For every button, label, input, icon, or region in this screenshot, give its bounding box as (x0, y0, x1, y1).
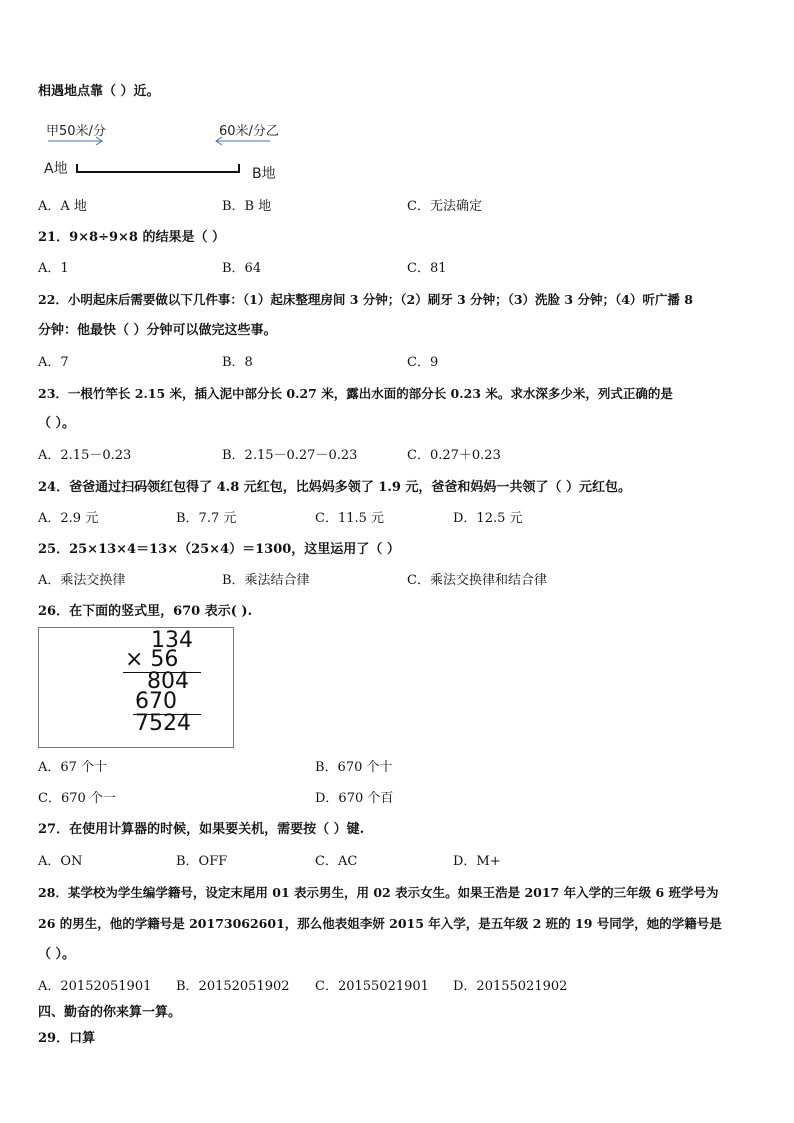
q27-option-a[interactable]: A．ON (38, 854, 83, 869)
q28-text-line2: 26 的男生，他的学籍号是 20173062601，那么他表姐李妍 2015 年入学，是五年级 2 班的 19 号同学，她的学籍号是 (38, 916, 722, 931)
place-a-label: A地 (44, 161, 68, 177)
q24-option-d[interactable]: D．12.5 元 (453, 511, 523, 526)
left-arrow-icon (212, 136, 272, 146)
q21-option-b[interactable]: B．64 (222, 261, 262, 276)
q27-option-d[interactable]: D．M+ (453, 854, 501, 869)
q20-option-a[interactable]: A．A 地 (38, 199, 87, 214)
q27-option-c[interactable]: C．AC (315, 854, 358, 869)
q21-option-a[interactable]: A．1 (38, 261, 69, 276)
q23-option-c[interactable]: C．0.27＋0.23 (407, 448, 501, 463)
q20-option-c[interactable]: C．无法确定 (407, 199, 482, 214)
q28-option-b[interactable]: B．20152051902 (176, 979, 290, 994)
q25-text: 25．25×13×4＝13×（25×4）＝1300，这里运用了（ ） (38, 542, 400, 557)
q24-option-b[interactable]: B．7.7 元 (176, 511, 237, 526)
vertical-multiplication-figure (38, 627, 234, 748)
calc-partial-product-2: 670 (135, 689, 177, 714)
q29-text: 29．口算 (38, 1031, 96, 1046)
q24-option-a[interactable]: A．2.9 元 (38, 511, 99, 526)
q28-option-d[interactable]: D．20155021902 (453, 979, 568, 994)
calc-multiplier: × 56 (125, 647, 179, 672)
distance-segment (76, 160, 244, 176)
q25-option-c[interactable]: C．乘法交换律和结合律 (407, 573, 547, 588)
place-b-label: B地 (252, 166, 276, 182)
q23-text-line2: （ ）。 (38, 416, 76, 431)
q22-text-line2: 分钟：他最快（ ）分钟可以做完这些事。 (38, 323, 277, 338)
section-heading: 四、勤奋的你来算一算。 (38, 1005, 182, 1020)
q27-text: 27．在使用计算器的时候，如果要关机，需要按（ ）键. (38, 822, 365, 837)
q26-option-a[interactable]: A．67 个十 (38, 760, 108, 775)
q23-text-line1: 23．一根竹竿长 2.15 米，插入泥中部分长 0.27 米，露出水面的部分长 0.23 米。求水深多少米，列式正确的是 (38, 386, 673, 401)
q26-option-d[interactable]: D．670 个百 (315, 791, 394, 806)
q23-option-a[interactable]: A．2.15－0.23 (38, 448, 132, 463)
yi-speed-label: 60米/分乙 (219, 124, 279, 139)
q22-text-line1: 22．小明起床后需要做以下几件事：（1）起床整理房间 3 分钟；（2）刷牙 3 分钟；（3）洗脸 3 分钟；（4）听广播 8 (38, 292, 693, 307)
calc-partial-product-1: 804 (147, 669, 189, 694)
q28-text-line3: （ ）。 (38, 947, 76, 962)
q21-option-c[interactable]: C．81 (407, 261, 447, 276)
q21-text: 21．9×8÷9×8 的结果是（ ） (38, 230, 226, 245)
jia-speed-label: 甲50米/分 (46, 124, 106, 139)
q27-option-b[interactable]: B．OFF (176, 854, 228, 869)
q23-option-b[interactable]: B．2.15－0.27－0.23 (222, 448, 358, 463)
q26-option-c[interactable]: C．670 个一 (38, 791, 116, 806)
q26-option-b[interactable]: B．670 个十 (315, 760, 393, 775)
q24-text: 24．爸爸通过扫码领红包得了 4.8 元红包，比妈妈多领了 1.9 元，爸爸和妈妈一共领了（ ）元红包。 (38, 480, 631, 495)
q20-text: 相遇地点靠（ ）近。 (38, 84, 160, 99)
q26-text: 26．在下面的竖式里，670 表示( ). (38, 604, 253, 619)
q25-option-b[interactable]: B．乘法结合律 (222, 573, 310, 588)
q22-option-a[interactable]: A．7 (38, 355, 69, 370)
q28-option-c[interactable]: C．20155021901 (315, 979, 429, 994)
q22-option-b[interactable]: B．8 (222, 355, 253, 370)
right-arrow-icon (46, 136, 106, 146)
q25-option-a[interactable]: A．乘法交换律 (38, 573, 126, 588)
q28-text-line1: 28．某学校为学生编学籍号，设定末尾用 01 表示男生，用 02 表示女生。如果王浩是 2017 年入学的三年级 6 班学号为 (38, 885, 719, 900)
q20-option-b[interactable]: B．B 地 (222, 199, 272, 214)
calc-multiplicand: 134 (151, 628, 193, 653)
q22-option-c[interactable]: C．9 (407, 355, 439, 370)
q28-option-a[interactable]: A．20152051901 (38, 979, 152, 994)
q24-option-c[interactable]: C．11.5 元 (315, 511, 385, 526)
calc-result: 7524 (135, 711, 191, 736)
